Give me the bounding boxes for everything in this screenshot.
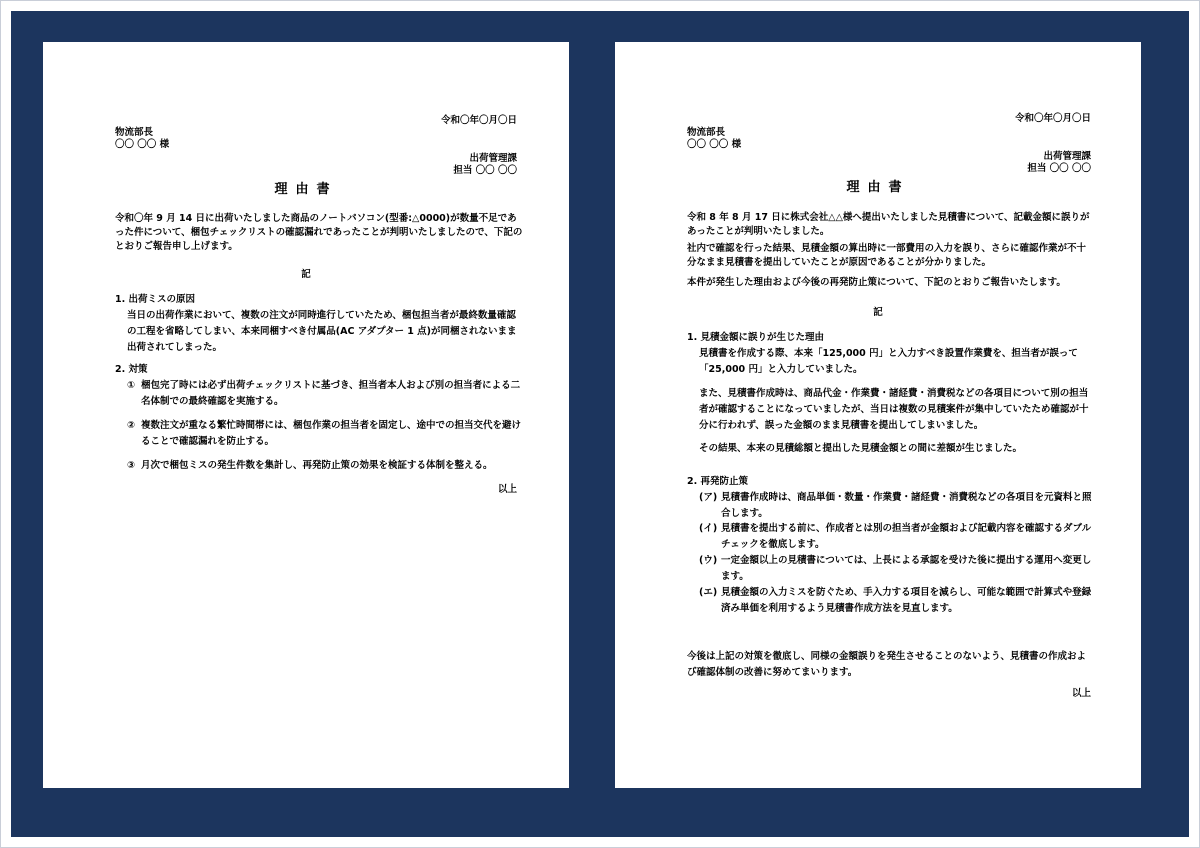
sender-dept: 出荷管理課	[1043, 151, 1091, 162]
doc-date: 令和〇年〇月〇日	[1014, 113, 1091, 124]
measure-item	[699, 490, 1093, 522]
recipient-name: 〇〇 〇〇 様	[115, 139, 170, 150]
closing-ijo: 以上	[1071, 688, 1091, 699]
measure-text: 月次で梱包ミスの発生件数を集計し、再発防止策の効果を検証する体制を整える。	[141, 460, 493, 471]
measure-item	[127, 458, 525, 474]
measure-number: ③	[127, 460, 136, 471]
sender-name: 担当 〇〇 〇〇	[453, 165, 517, 176]
document-page-right	[615, 42, 1141, 788]
document-page-left	[43, 42, 569, 788]
measure-text: 見積書作成時は、商品単価・数量・作業費・諸経費・消費税などの各項目を元資料と照合します。	[721, 492, 1092, 519]
doc-title: 理由書	[274, 182, 338, 197]
section1-paragraph: また、見積書作成時は、商品代金・作業費・諸経費・消費税などの各項目について別の担当者が確認することになっていましたが、当日は複数の見積案件が集中していたため確認が十分に行われず、誤った金額のまま見積書を提出してしまいました。	[699, 388, 1089, 431]
section1-heading: 1. 出荷ミスの原因	[115, 294, 196, 305]
measure-text: 見積金額の入力ミスを防ぐため、手入力する項目を減らし、可能な範囲で計算式や登録済み単価を利用するよう見積書作成方法を見直します。	[721, 587, 1092, 614]
intro-paragraph: 本件が発生した理由および今後の再発防止策について、下記のとおりご報告いたします。	[687, 277, 1066, 288]
intro-paragraph: 令和〇年 9 月 14 日に出荷いたしました商品のノートパソコン(型番:△0000)が数量不足であった件について、梱包チェックリストの確認漏れであったことが判明いたしましたので、下記のとおりご報告申し上げます。	[115, 213, 523, 252]
measure-text: 一定金額以上の見積書については、上長による承認を受けた後に提出する運用へ変更します。	[721, 555, 1092, 582]
section1-heading: 1. 見積金額に誤りが生じた理由	[687, 332, 825, 343]
measure-text: 見積書を提出する前に、作成者とは別の担当者が金額および記載内容を確認するダブルチェックを徹底します。	[721, 523, 1092, 550]
doc-title: 理由書	[846, 180, 910, 195]
measure-number: ①	[127, 380, 136, 391]
measure-text: 複数注文が重なる繁忙時間帯には、梱包作業の担当者を固定し、途中での担当交代を避けることで確認漏れを防止する。	[141, 420, 522, 447]
measure-item	[127, 418, 525, 450]
measure-number: (エ)	[699, 587, 718, 598]
measure-number: ②	[127, 420, 136, 431]
conclusion-paragraph: 今後は上記の対策を徹底し、同様の金額誤りを発生させることのないよう、見積書の作成および確認体制の改善に努めてまいります。	[687, 651, 1087, 678]
section2-heading: 2. 再発防止策	[687, 476, 749, 487]
intro-paragraph: 社内で確認を行った結果、見積金額の算出時に一部費用の入力を誤り、さらに確認作業が不十分なまま見積書を提出していたことが原因であることが分かりました。	[687, 243, 1087, 268]
sender-dept: 出荷管理課	[469, 153, 517, 164]
measure-number: (イ)	[699, 523, 718, 534]
measure-item	[699, 585, 1093, 617]
closing-ijo: 以上	[497, 484, 517, 495]
intro-paragraph: 令和 8 年 8 月 17 日に株式会社△△様へ提出いたしました見積書について、記載金額に誤りがあったことが判明いたしました。	[687, 212, 1090, 237]
recipient-dept: 物流部長	[115, 127, 154, 138]
section1-body: 当日の出荷作業において、複数の注文が同時進行していたため、梱包担当者が最終数量確認の工程を省略してしまい、本来同梱すべき付属品(AC アダプター 1 点)が同梱されないまま出荷されてしまった。	[127, 310, 517, 353]
sender-name: 担当 〇〇 〇〇	[1027, 163, 1091, 174]
measure-text: 梱包完了時には必ず出荷チェックリストに基づき、担当者本人および別の担当者による二名体制での最終確認を実施する。	[141, 380, 521, 407]
measure-item	[127, 378, 525, 410]
recipient-name: 〇〇 〇〇 様	[687, 139, 742, 150]
measure-number: (ウ)	[699, 555, 718, 566]
recipient-dept: 物流部長	[687, 127, 726, 138]
measure-item	[699, 553, 1093, 585]
ki-label: 記	[301, 269, 311, 280]
doc-date: 令和〇年〇月〇日	[440, 115, 517, 126]
measure-number: (ア)	[699, 492, 718, 503]
section1-paragraph: その結果、本来の見積総額と提出した見積金額との間に差額が生じました。	[699, 443, 1023, 454]
section2-heading: 2. 対策	[115, 364, 148, 375]
measure-item	[699, 521, 1093, 553]
section1-paragraph: 見積書を作成する際、本来「125,000 円」と入力すべき設置作業費を、担当者が誤って「25,000 円」と入力していました。	[699, 348, 1078, 375]
ki-label: 記	[873, 307, 883, 318]
